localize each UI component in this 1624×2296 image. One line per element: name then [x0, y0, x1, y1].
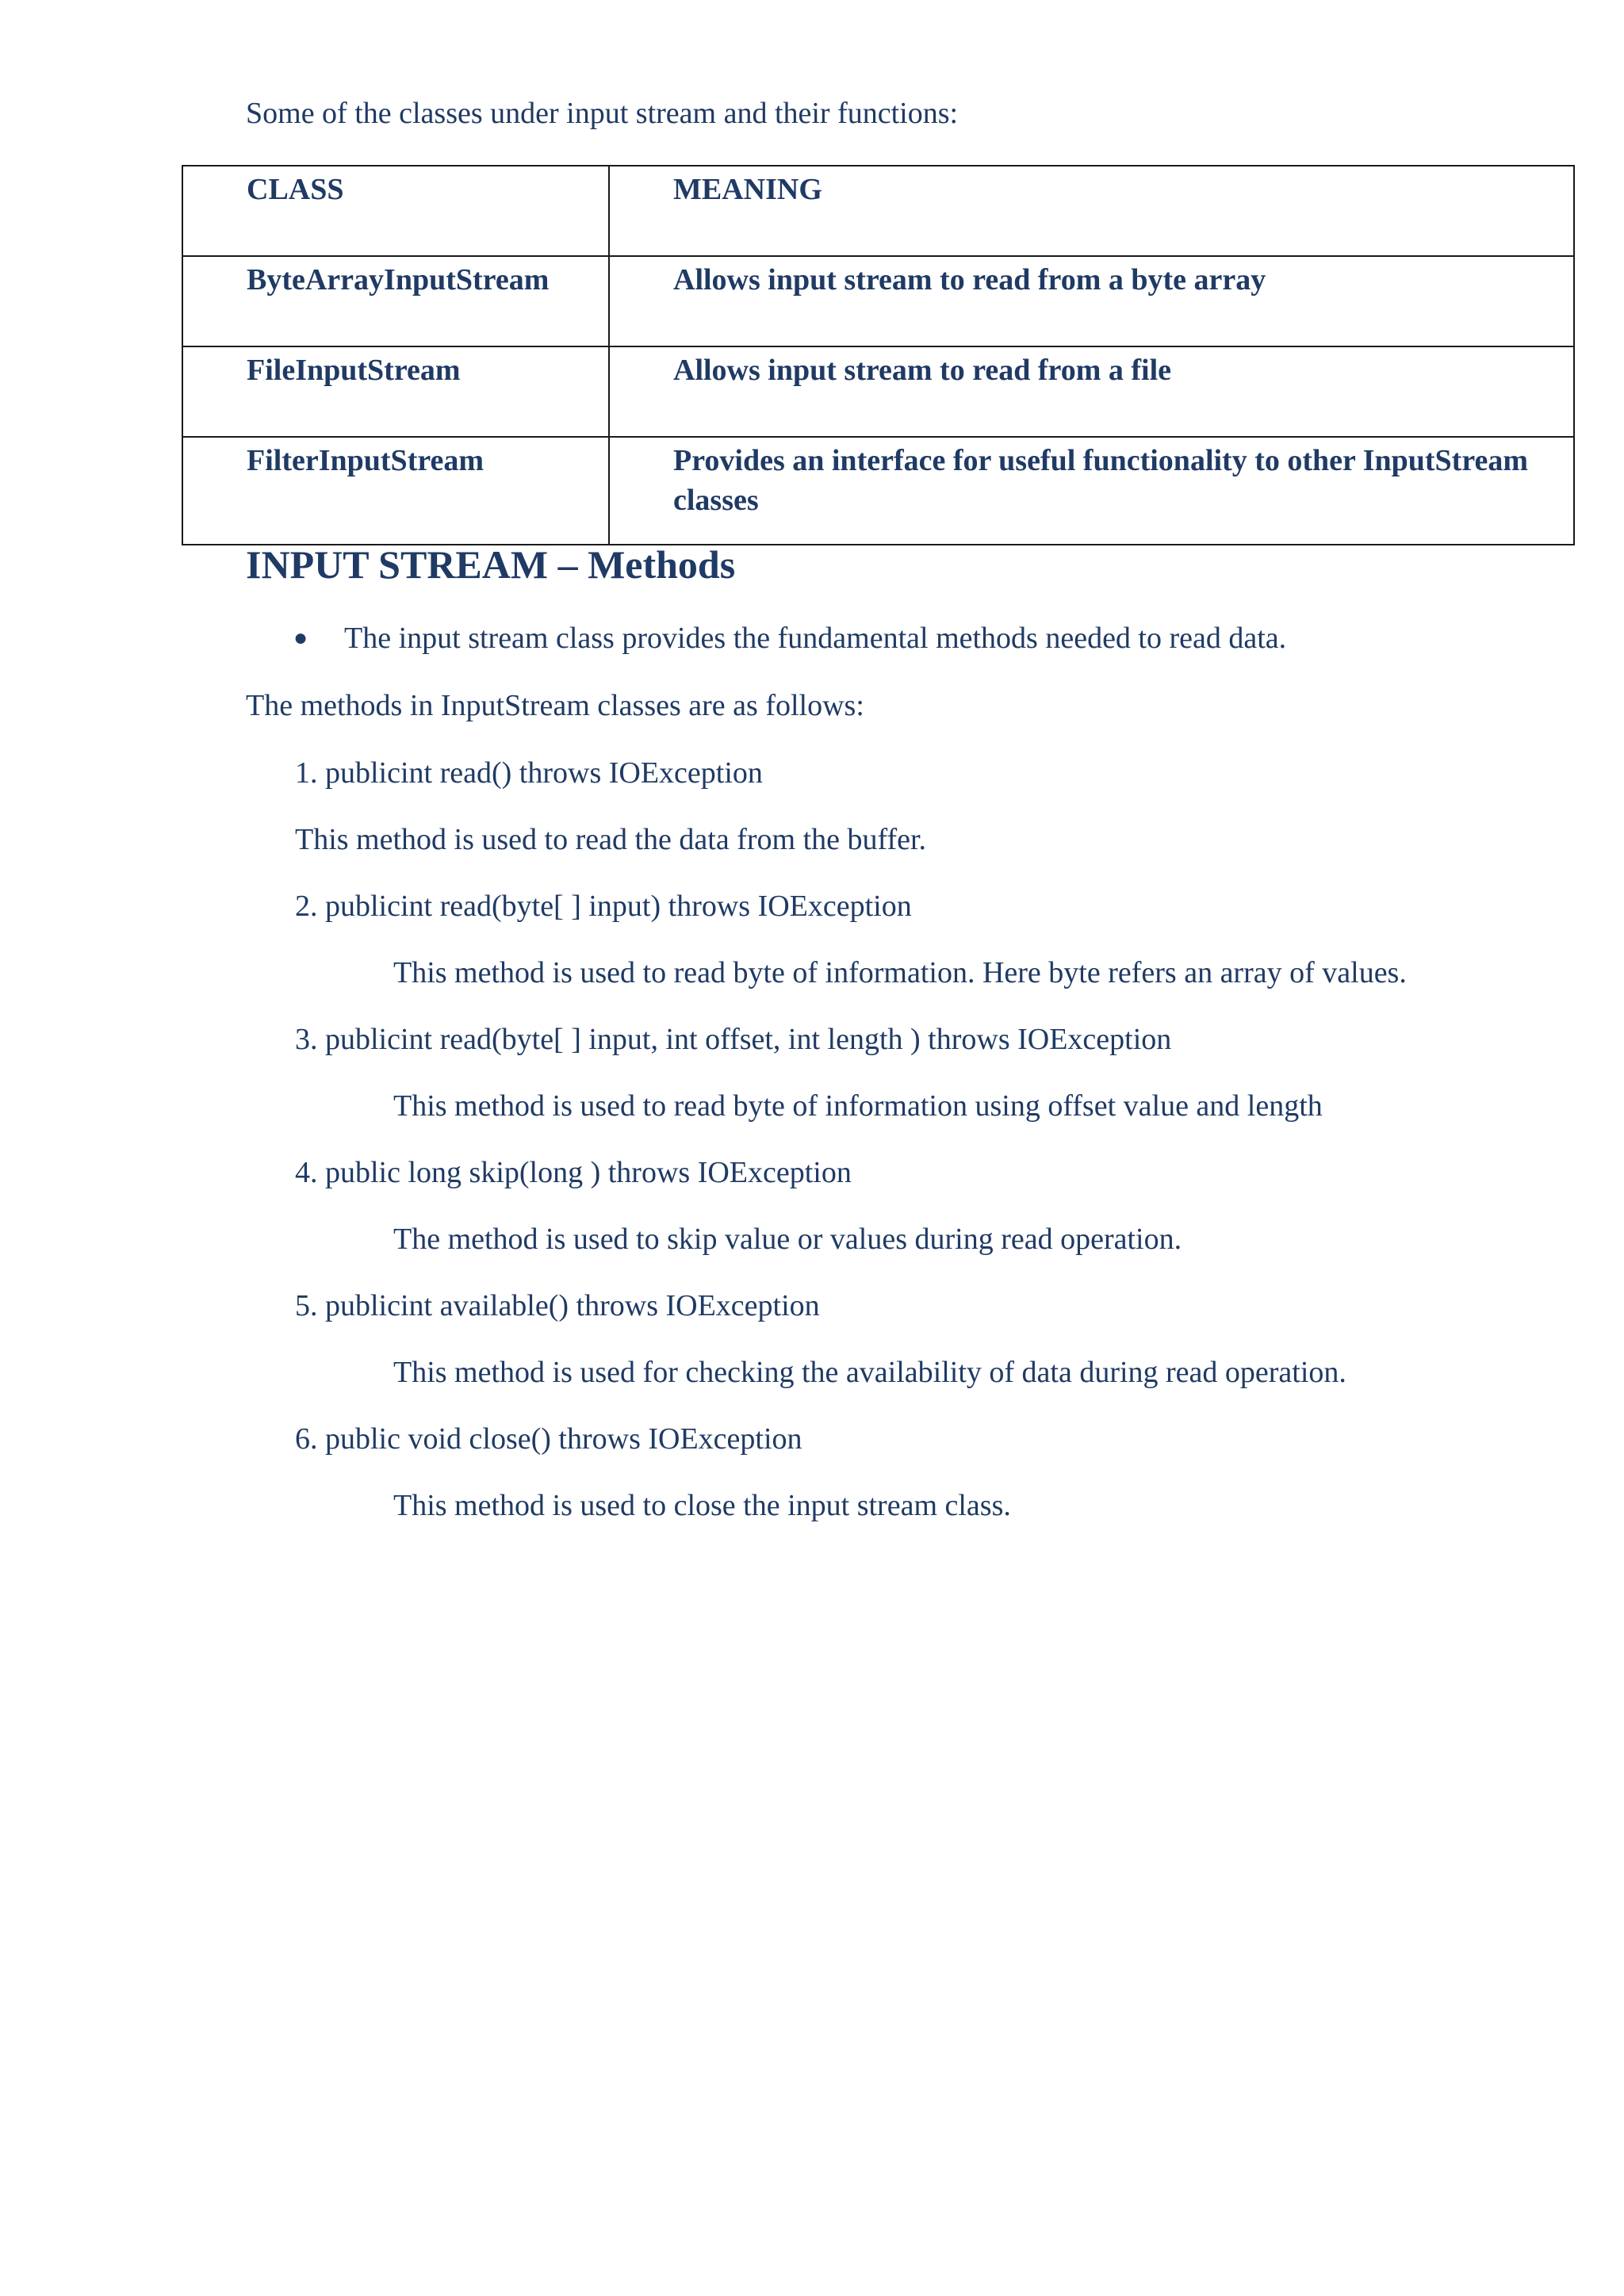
header-meaning: MEANING: [609, 166, 1574, 256]
bullet-text: The input stream class provides the fundamental methods needed to read data.: [344, 622, 1287, 655]
method-signature: 5. publicint available() throws IOException: [295, 1289, 820, 1322]
table-row: [182, 437, 1574, 545]
method-signature: 3. publicint read(byte[ ] input, int offset, int length ) throws IOException: [295, 1023, 1172, 1056]
class-name: FileInputStream: [182, 346, 609, 437]
method-description: The method is used to skip value or values during read operation.: [393, 1223, 1182, 1256]
class-meaning: Allows input stream to read from a file: [609, 346, 1574, 437]
section-heading: INPUT STREAM – Methods: [246, 542, 736, 587]
bullet-icon: ●: [293, 625, 308, 651]
method-description: This method is used to read the data from the buffer.: [295, 823, 927, 856]
table-row: [182, 346, 1574, 437]
table-row: [182, 256, 1574, 346]
method-description: This method is used to read byte of information. Here byte refers an array of values.: [393, 956, 1407, 989]
bullet-item: [293, 618, 1286, 658]
method-signature: 4. public long skip(long ) throws IOException: [295, 1156, 852, 1189]
intro-text: Some of the classes under input stream and their functions:: [246, 97, 959, 130]
class-name: ByteArrayInputStream: [182, 256, 609, 346]
method-description: This method is used to read byte of information using offset value and length: [393, 1089, 1323, 1123]
class-name: FilterInputStream: [182, 437, 609, 545]
header-class: CLASS: [182, 166, 609, 256]
table-header-row: [182, 166, 1574, 256]
method-description: This method is used for checking the availability of data during read operation.: [393, 1356, 1346, 1389]
method-signature: 6. public void close() throws IOException: [295, 1422, 802, 1456]
methods-lead-text: The methods in InputStream classes are as follows:: [246, 689, 864, 722]
method-signature: 2. publicint read(byte[ ] input) throws IOException: [295, 890, 912, 923]
method-signature: 1. publicint read() throws IOException: [295, 756, 763, 790]
classes-table: [182, 165, 1575, 545]
method-description: This method is used to close the input stream class.: [393, 1489, 1011, 1522]
class-meaning: Provides an interface for useful functionality to other InputStream classes: [609, 437, 1574, 545]
class-meaning: Allows input stream to read from a byte array: [609, 256, 1574, 346]
